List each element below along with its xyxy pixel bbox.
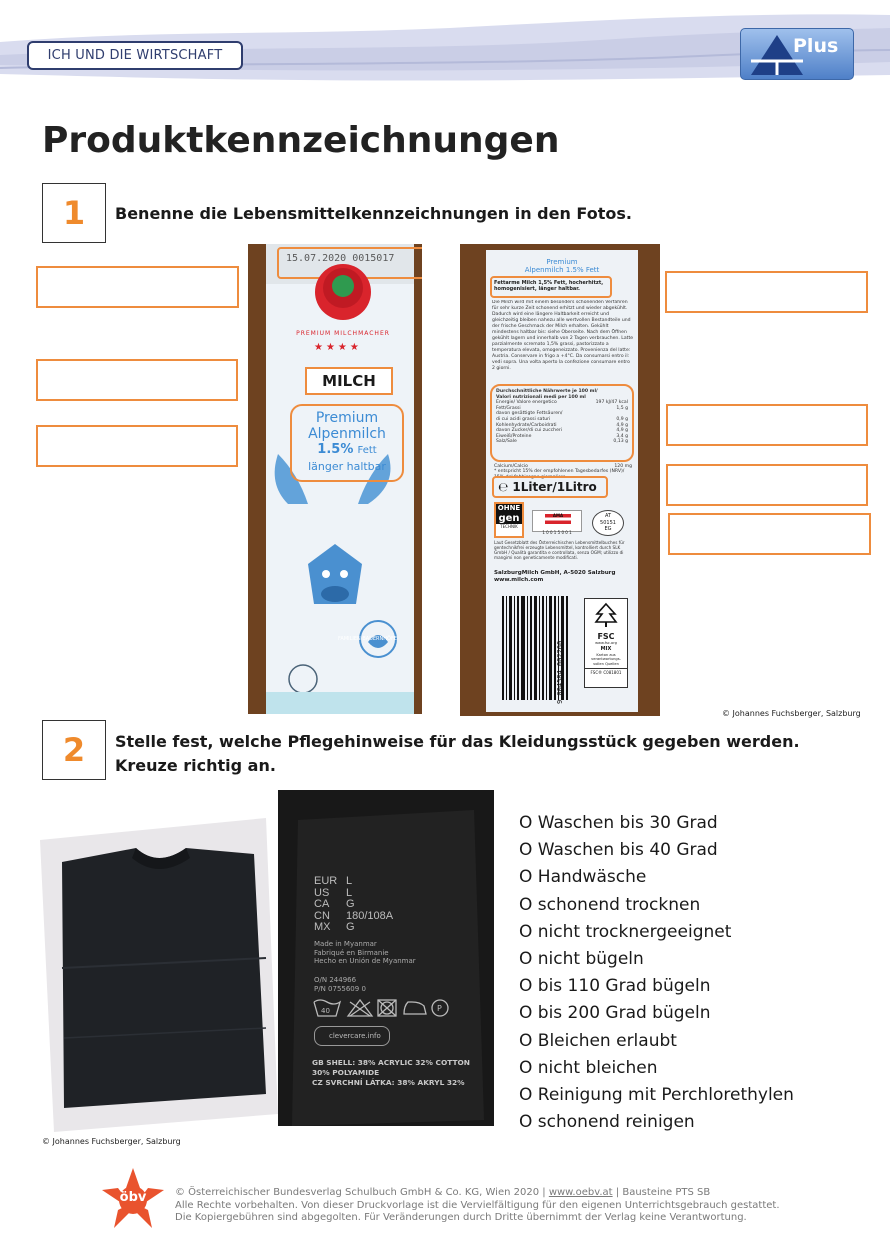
back-top-title xyxy=(486,258,638,274)
care-option[interactable]: O Reinigung mit Perchlorethylen xyxy=(519,1084,794,1105)
photo-credit-2: © Johannes Fuchsberger, Salzburg xyxy=(42,1137,181,1146)
nutrition-value: 0,13 g xyxy=(613,439,628,445)
oebv-logo xyxy=(102,1168,164,1230)
nutrition-value: 3,4 g xyxy=(616,433,628,439)
size-row xyxy=(314,922,393,934)
fsc-text: FSC xyxy=(597,632,615,641)
series-badge: ICH UND DIE WIRTSCHAFT xyxy=(27,41,243,70)
care-label-photo xyxy=(278,790,494,1126)
best-before-date: 15.07.2020 0015017 xyxy=(286,253,395,264)
product-name-milch: MILCH xyxy=(305,367,393,395)
fat-word: Fett xyxy=(357,445,377,456)
size-code: US xyxy=(314,886,330,899)
nutrition-label: Kohlenhydrate/Carboidrati xyxy=(496,422,557,428)
nutrition-row xyxy=(496,439,628,445)
plus-logo xyxy=(740,28,854,80)
footer-line1-pre: © Österreichischer Bundesverlag Schulbuch GmbH & Co. KG, Wien 2020 | xyxy=(175,1187,549,1198)
at-line2: 50151 xyxy=(600,519,616,526)
milk-carton-front-photo xyxy=(248,244,422,714)
composition-line1: GB SHELL: 38% ACRYLIC 32% COTTON xyxy=(312,1058,470,1067)
composition-line3: CZ SVRCHNÍ LÁTKA: 38% AKRYL 32% xyxy=(312,1078,465,1087)
fsc-code: FSC® C081801 xyxy=(585,668,627,677)
footer-line1-post: | Bausteine PTS SB xyxy=(612,1187,711,1198)
gmo-free-seal xyxy=(494,502,524,538)
answer-box-right-3[interactable] xyxy=(666,464,868,506)
back-top-line2: Alpenmilch 1.5% Fett xyxy=(524,266,600,274)
clevercare-logo: clevercare.info xyxy=(314,1026,390,1046)
photo-credit-1: © Johannes Fuchsberger, Salzburg xyxy=(722,709,861,718)
care-option[interactable]: O Handwäsche xyxy=(519,867,647,888)
shelf-life-text: länger haltbar xyxy=(308,460,386,473)
brand-arc-text: PREMIUM MILCHMACHER xyxy=(296,330,390,337)
nutrition-label: di cui acidi grassi saturi xyxy=(496,416,551,422)
ama-label: AMA xyxy=(552,513,564,518)
fsc-label xyxy=(584,598,628,688)
care-option[interactable]: O nicht bügeln xyxy=(519,948,644,969)
rda-note: * entspricht 15% der empfohlenen Tagesbedarfes (NRV)/ 15% del fabbisogno giornaliero xyxy=(494,469,625,480)
size-code: CN xyxy=(314,909,330,922)
ohne-text: OHNE xyxy=(497,504,521,512)
size-value: G xyxy=(346,898,355,910)
origin-text xyxy=(314,940,416,966)
gmo-license-note: Laut Gesetzblatt des Österreichischen Lebensmittelbuches für gentechnikfrei erzeugte Lebensmittel, kontrolliert durch SLK GmbH / Qualità garantita e controllata, senza OGM; utilizzo di mangimi non geneticamente modificati. xyxy=(494,540,625,560)
nutrition-rows xyxy=(496,400,628,445)
composition-text xyxy=(312,1058,470,1088)
size-code: CA xyxy=(314,898,330,910)
size-code: EUR xyxy=(314,875,338,887)
size-value: G xyxy=(346,921,355,933)
nutrition-value: 1,5 g xyxy=(616,405,628,411)
footer-line2: Alle Rechte vorbehalten. Von dieser Druckvorlage ist die Vervielfältigung für den eigenen Unterrichtsgebrauch gestattet. xyxy=(175,1199,780,1211)
at-line1: AT xyxy=(604,513,612,519)
task-2-line1: Stelle fest, welche Pflegehinweise für das Kleidungsstück gegeben werden. xyxy=(115,732,800,751)
wash-temp: 40 xyxy=(321,1007,330,1015)
size-value: 180/108A xyxy=(346,909,394,922)
fsc-small2: verantwortungs- xyxy=(591,657,621,662)
task-1-instruction: Benenne die Lebensmittelkennzeichnungen in den Fotos. xyxy=(115,204,632,223)
answer-box-right-2[interactable] xyxy=(666,404,868,446)
product-number: P/N 0755609 0 xyxy=(314,984,366,993)
fsc-site: www.fsc.org xyxy=(595,641,617,645)
eu-health-mark xyxy=(592,510,624,536)
nutrition-table xyxy=(490,384,634,462)
nutrition-label: Energie/ Valore energetico xyxy=(496,400,557,406)
nutrition-label: Fett/Grassi xyxy=(496,405,521,411)
page-title: Produktkennzeichnungen xyxy=(42,120,560,161)
ama-seal xyxy=(532,510,582,535)
size-code: MX xyxy=(314,921,331,933)
sweater-art xyxy=(40,818,278,1132)
fsc-small3: vollen Quellen xyxy=(593,661,619,666)
nutrition-title: Durchschnittliche Nährwerte je 100 ml/ xyxy=(496,389,598,394)
barcode-number: 9 004584 002260 xyxy=(556,640,564,704)
milk-carton-back-photo xyxy=(460,244,660,716)
care-option[interactable]: O nicht bleichen xyxy=(519,1057,658,1078)
care-option[interactable]: O Bleichen erlaubt xyxy=(519,1030,677,1051)
plus-logo-label: Plus xyxy=(793,35,839,57)
nutrition-label: Eiweiß/Proteine xyxy=(496,433,532,439)
sweater-photo xyxy=(40,818,278,1132)
iron-icon xyxy=(404,1002,426,1014)
task-2-instruction xyxy=(115,730,800,778)
nutrition-value: 4,9 g xyxy=(616,428,628,434)
calcium-label: Calcium/Calcio xyxy=(494,464,528,469)
care-option[interactable]: O nicht trocknergeeignet xyxy=(519,921,732,942)
back-top-line1: Premium xyxy=(546,258,578,266)
order-numbers xyxy=(314,976,366,993)
svg-text:P: P xyxy=(437,1004,442,1013)
nutrition-title-it: Valori nutrizionali medi per 100 ml xyxy=(496,394,586,400)
care-option[interactable]: O bis 200 Grad bügeln xyxy=(519,1003,711,1024)
fsc-mix: MIX xyxy=(600,646,612,652)
gen-sub-text: TECHNIK xyxy=(500,524,518,529)
product-description-text xyxy=(492,300,634,382)
fat-value: 1.5% xyxy=(317,442,354,457)
nutrition-value: 0,9 g xyxy=(616,416,628,422)
care-option[interactable]: O schonend reinigen xyxy=(519,1112,695,1133)
fsc-tree-icon xyxy=(593,602,619,628)
product-name-block xyxy=(290,404,404,482)
answer-box-right-1[interactable] xyxy=(665,271,868,313)
care-option[interactable]: O schonend trocknen xyxy=(519,894,701,915)
task-number-2: 2 xyxy=(42,720,106,780)
product-description-highlight: Fettarme Milch 1,5% Fett, hocherhitzt, homogenisiert, länger haltbar. xyxy=(490,276,612,298)
producer-info xyxy=(494,570,632,584)
farm-arc-text: FAMILIEN BAUERNHÖFE xyxy=(338,636,397,642)
volume-label: ℮ 1Liter/1Litro xyxy=(492,476,608,498)
footer-link[interactable]: www.oebv.at xyxy=(548,1187,613,1198)
producer-line2: www.milch.com xyxy=(494,577,544,583)
producer-line1: SalzburgMilch GmbH, A-5020 Salzburg xyxy=(494,570,616,576)
size-table xyxy=(314,876,393,934)
care-symbols xyxy=(312,996,452,1020)
task-number-1: 1 xyxy=(42,183,106,243)
at-line3: EG xyxy=(604,526,612,532)
description-it: Latte parzialmente scremato 1,5% grassi, pastorizzato a temperatura elevata, omogeneizzato. Provenienza del latte: Austria. Conservare in frigo a +4°C. Da consumarsi entro il: vedi sopra. Una volta aperto la confezione consumare entro 2 giorni. xyxy=(492,336,634,371)
care-option[interactable]: O Waschen bis 40 Grad xyxy=(519,840,718,861)
answer-box-left-3[interactable] xyxy=(36,425,238,467)
made-line3: Hecho en Unión de Myanmar xyxy=(314,957,416,965)
made-line1: Made in Myanmar xyxy=(314,940,377,948)
care-options-list xyxy=(519,810,794,1136)
nutrition-value: 4,9 g xyxy=(616,422,628,428)
made-line2: Fabriqué en Birmanie xyxy=(314,948,389,957)
size-value: L xyxy=(346,886,353,899)
product-name-line2: Alpenmilch xyxy=(308,426,386,442)
calcium-value: 120 mg xyxy=(614,464,632,469)
nutrition-value: 197 kJ/47 kcal xyxy=(595,400,628,406)
fsc-small1: Karton aus xyxy=(596,653,616,657)
gen-text: gen xyxy=(496,513,522,524)
nutrition-label: davon gesättigte Fettsäuren/ xyxy=(496,411,563,417)
stars-decoration: ★★★★ xyxy=(314,342,362,353)
composition-line2: 30% POLYAMIDE xyxy=(312,1068,380,1077)
product-name-line1: Premium xyxy=(315,410,379,426)
answer-box-right-4[interactable] xyxy=(668,513,871,555)
care-option[interactable]: O Waschen bis 30 Grad xyxy=(519,813,718,833)
footer-legal-text xyxy=(175,1187,780,1225)
description-de: Die Milch wird mit einem besonders schonenden Verfahren für sehr kurze Zeit schonend erhitzt und wieder abgekühlt. Dadurch wird eine längere Haltbarkeit erreicht und gleichzeitig bleiben nahezu alle wertvollen Bestandteile und der frische Geschmack der Milch erhalten. Gekühlt mindestens haltbar bis: siehe Oberseite. Nach dem Öffnen gekühlt lagern und innerhalb von 2 Tagen verbrauchen. xyxy=(492,300,631,341)
task-2-line2: Kreuze richtig an. xyxy=(115,756,276,775)
oebv-logo-text: öbv xyxy=(119,1190,147,1205)
nutrition-label: Salz/Sale xyxy=(496,439,517,445)
footer-line3: Die Kopiergebühren sind abgegolten. Für Veränderungen durch Dritte übernimmt der Verlag keine Verantwortung. xyxy=(175,1212,747,1223)
care-option[interactable]: O bis 110 Grad bügeln xyxy=(519,976,711,997)
answer-box-left-2[interactable] xyxy=(36,359,238,401)
answer-box-left-1[interactable] xyxy=(36,266,239,308)
size-value: L xyxy=(346,875,353,887)
size-row xyxy=(314,876,393,888)
nutrition-label: davon Zucker/di cui zuccheri xyxy=(496,428,563,434)
ama-code: 1 0 0 1 5 0 0 1 xyxy=(542,530,572,535)
order-number: O/N 244966 xyxy=(314,976,357,984)
